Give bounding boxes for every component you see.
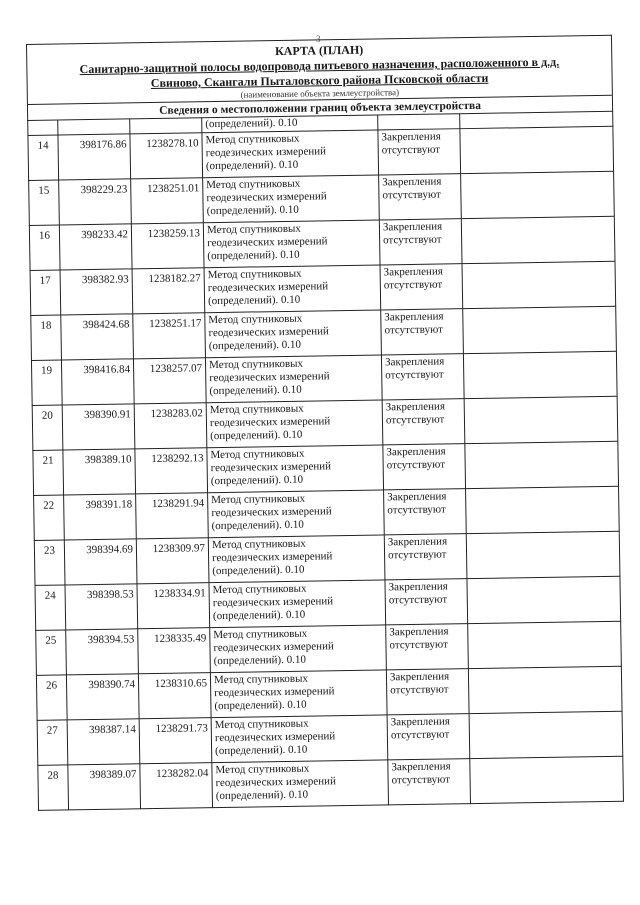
method-line: (определений). 0.10 (207, 293, 301, 308)
method-description (207, 445, 384, 493)
method-description (211, 715, 388, 763)
fixation-line: Закрепления (390, 715, 451, 729)
fixation-line: Закрепления (388, 580, 448, 594)
method-line: (определений). 0.10 (213, 653, 307, 668)
empty-cell (467, 576, 621, 623)
method-line: Метод спутниковых (205, 132, 300, 147)
coord-x: 398389.10 (63, 449, 136, 495)
page-number: 3 (316, 34, 321, 44)
method-line: геодезических измерений (214, 730, 336, 745)
point-number: 16 (29, 225, 60, 270)
empty-cell (462, 261, 616, 308)
method-line: геодезических измерений (209, 370, 330, 385)
fixation-line: Закрепления (384, 355, 445, 369)
coord-y: 1238310.65 (138, 673, 211, 719)
fixation-description (384, 489, 467, 535)
method-line: геодезических измерений (212, 550, 333, 565)
fixation-line: отсутствуют (381, 143, 441, 157)
coord-y: 1238282.04 (140, 763, 213, 809)
fixation-line: Закрепления (387, 535, 448, 549)
coord-x: 398391.18 (64, 494, 137, 540)
coord-x: 398390.74 (66, 674, 139, 720)
method-line: (определений). 0.10 (207, 248, 300, 263)
method-line: (определений). 0.10 (212, 563, 305, 578)
fixation-description (384, 534, 467, 580)
fixation-line: Закрепления (382, 175, 442, 189)
fixation-description (381, 309, 464, 355)
coord-x: 398229.23 (59, 179, 132, 225)
method-description (212, 760, 389, 808)
fixation-description (378, 129, 461, 175)
method-line: геодезических измерений (205, 145, 327, 160)
fixation-description (379, 219, 462, 265)
coord-x: 398382.93 (60, 269, 133, 315)
fixation-description (386, 669, 469, 715)
method-line: Метод спутниковых (211, 492, 306, 507)
empty-cell (470, 756, 624, 803)
fixation-line: отсутствуют (385, 413, 445, 427)
coord-x: 398416.84 (61, 359, 134, 405)
fixation-description (383, 444, 466, 490)
method-line: Метод спутниковых (207, 267, 302, 282)
empty-cell (466, 531, 620, 578)
point-number: 23 (34, 540, 65, 585)
method-line: Метод спутниковых (206, 222, 301, 237)
fixation-line: отсутствуют (390, 683, 449, 697)
fixation-line: Закрепления (391, 760, 451, 774)
fixation-line: Закрепления (381, 130, 441, 144)
method-line: геодезических измерений (215, 775, 337, 790)
fixation-line: отсутствуют (390, 728, 450, 742)
method-line: (определений). 0.10 (214, 698, 307, 713)
empty-cell (468, 621, 622, 668)
method-line: геодезических измерений (208, 325, 329, 340)
fixation-description (388, 759, 471, 805)
method-description (206, 400, 383, 448)
fixation-line: отсутствуют (383, 233, 442, 247)
coord-x: 398424.68 (61, 314, 134, 360)
coord-y: 1238251.17 (133, 313, 206, 359)
method-line: Метод спутниковых (210, 447, 305, 462)
point-number: 15 (29, 180, 60, 225)
coord-y: 1238291.94 (136, 493, 209, 539)
method-line: (определений). 0.10 (210, 428, 303, 443)
point-number: 24 (35, 585, 66, 630)
method-description (208, 490, 385, 538)
method-line: (определений). 0.10 (212, 608, 306, 623)
coord-x: 398387.14 (67, 719, 140, 765)
continuation-text: (определений). 0.10 (202, 115, 378, 133)
method-line: геодезических измерений (213, 640, 334, 655)
method-line: (определений). 0.10 (205, 158, 299, 173)
method-description (202, 130, 379, 178)
fixation-line: Закрепления (387, 490, 447, 504)
method-line: геодезических измерений (212, 595, 334, 610)
point-number: 20 (32, 405, 63, 450)
method-line: геодезических измерений (211, 505, 332, 520)
fixation-line: отсутствуют (387, 503, 446, 517)
method-description (204, 265, 381, 313)
fixation-line: отсутствуют (384, 323, 444, 337)
document-subtitle-line2: Свиново, Скангали Пыталовского района Псковской области (150, 70, 489, 91)
point-number: 21 (33, 450, 64, 495)
coord-x: 398176.86 (58, 134, 131, 180)
coord-x: 398394.53 (66, 629, 139, 675)
method-line: (определений). 0.10 (210, 473, 304, 488)
fixation-line: отсутствуют (389, 638, 448, 652)
point-number: 27 (37, 720, 68, 765)
coord-y: 1238182.27 (132, 268, 205, 314)
object-note: (наименование объекта землеустройства) (240, 87, 400, 100)
empty-cell (464, 396, 618, 443)
fixation-description (380, 264, 463, 310)
method-line: геодезических измерений (214, 685, 335, 700)
method-line: (определений). 0.10 (209, 383, 302, 398)
fixation-line: отсутствуют (386, 458, 446, 472)
empty-cell (468, 666, 622, 713)
document-sheet (26, 35, 624, 811)
fixation-description (385, 579, 468, 625)
point-number: 19 (31, 360, 62, 405)
document-header (26, 35, 613, 120)
coord-y: 1238257.07 (133, 358, 206, 404)
point-number: 22 (34, 495, 65, 540)
method-line: геодезических измерений (207, 280, 329, 295)
table-row (38, 756, 624, 810)
method-line: Метод спутниковых (209, 402, 304, 417)
coord-y: 1238259.13 (131, 223, 204, 269)
section-title: Сведения о местоположении границ объекта землеустройства (28, 95, 612, 120)
fixation-description (381, 354, 464, 400)
point-number: 28 (38, 765, 69, 810)
fixation-description (382, 399, 465, 445)
method-line: геодезических измерений (207, 235, 328, 250)
coord-y: 1238283.02 (134, 403, 207, 449)
fixation-line: отсутствуют (391, 773, 451, 787)
document-subtitle-line1: Санитарно-защитной полосы водопровода питьевого назначения, расположенного в д.д. (79, 54, 560, 77)
empty-cell (469, 711, 623, 758)
empty-cell (463, 306, 617, 353)
fixation-line: отсутствуют (382, 188, 441, 202)
coord-x: 398389.07 (68, 764, 141, 810)
coord-y: 1238278.10 (130, 133, 203, 179)
method-line: геодезических измерений (210, 460, 332, 475)
fixation-line: Закрепления (384, 310, 444, 324)
coord-x: 398390.91 (62, 404, 135, 450)
method-line: Метод спутниковых (208, 312, 303, 327)
method-description (209, 580, 386, 628)
point-number: 26 (36, 675, 67, 720)
method-description (208, 535, 385, 583)
method-line: (определений). 0.10 (211, 518, 304, 533)
fixation-description (387, 714, 470, 760)
fixation-line: отсутствуют (387, 548, 447, 562)
coord-x: 398233.42 (59, 224, 132, 270)
method-line: Метод спутниковых (206, 177, 301, 192)
fixation-line: отсутствуют (385, 368, 444, 382)
coord-x: 398394.69 (64, 539, 137, 585)
method-line: Метод спутниковых (208, 357, 304, 372)
coord-y: 1238292.13 (135, 448, 208, 494)
fixation-line: Закрепления (386, 445, 446, 459)
fixation-description (386, 624, 469, 670)
fixation-line: отсутствуют (383, 278, 443, 292)
method-line: Метод спутниковых (211, 537, 306, 552)
coord-x: 398398.53 (65, 584, 138, 630)
method-line: Метод спутниковых (212, 582, 307, 597)
point-number: 14 (28, 135, 59, 180)
method-line: Метод спутниковых (213, 627, 308, 642)
fixation-line: отсутствуют (388, 593, 448, 607)
point-number: 25 (36, 630, 67, 675)
method-line: Метод спутниковых (215, 762, 310, 777)
coord-y: 1238334.91 (137, 583, 210, 629)
fixation-line: Закрепления (382, 220, 443, 234)
empty-cell (466, 486, 620, 533)
method-line: Метод спутниковых (214, 717, 309, 732)
fixation-line: Закрепления (385, 400, 446, 414)
method-line: (определений). 0.10 (206, 203, 299, 218)
coordinates-table (27, 111, 624, 811)
method-line: геодезических измерений (206, 190, 327, 205)
empty-cell (465, 441, 619, 488)
coord-y: 1238251.01 (131, 178, 204, 224)
empty-cell (460, 126, 614, 173)
point-number: 18 (31, 315, 62, 360)
method-description (205, 355, 382, 403)
empty-cell (461, 171, 615, 218)
method-description (210, 670, 387, 718)
method-line: геодезических измерений (209, 415, 331, 430)
fixation-line: Закрепления (389, 670, 450, 684)
coord-y: 1238335.49 (138, 628, 211, 674)
empty-cell (461, 216, 615, 263)
fixation-description (379, 174, 462, 220)
method-description (205, 310, 382, 358)
point-number: 17 (30, 270, 61, 315)
method-description (210, 625, 387, 673)
coord-y: 1238309.97 (136, 538, 209, 584)
fixation-line: Закрепления (383, 265, 443, 279)
empty-cell (463, 351, 617, 398)
method-description (203, 175, 380, 223)
document-title: КАРТА (ПЛАН) (274, 42, 364, 59)
method-description (203, 220, 380, 268)
method-line: (определений). 0.10 (215, 788, 309, 803)
method-line: (определений). 0.10 (215, 743, 308, 758)
method-line: (определений). 0.10 (208, 338, 302, 353)
fixation-line: Закрепления (389, 625, 449, 639)
method-line: Метод спутниковых (213, 672, 309, 687)
coord-y: 1238291.73 (139, 718, 212, 764)
